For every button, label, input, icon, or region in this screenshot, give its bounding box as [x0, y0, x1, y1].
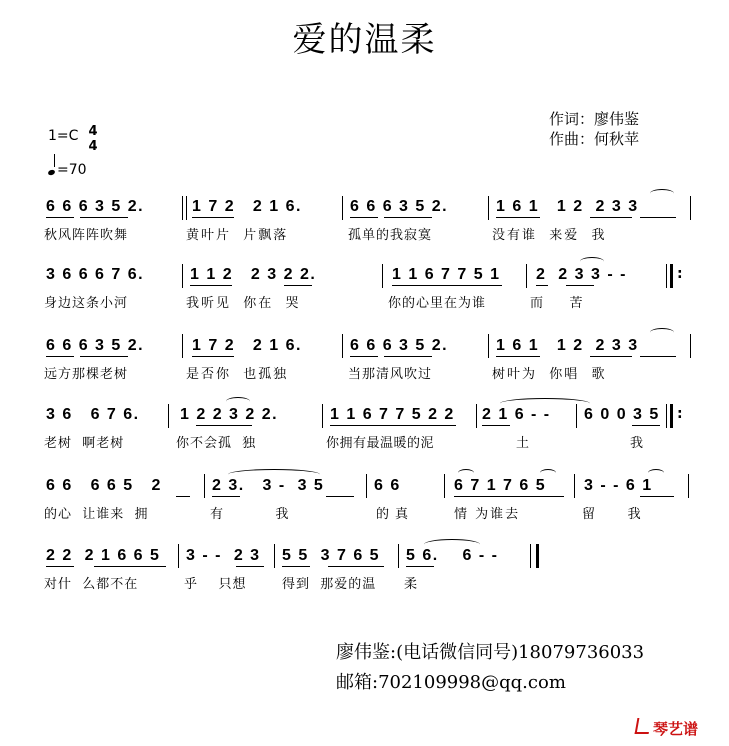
- notes-line6-bar1: 2 2 2 1 6 6 5: [46, 547, 161, 564]
- tie-arc: [226, 397, 250, 406]
- repeat-barline: [670, 264, 673, 288]
- tie-arc: [458, 469, 474, 477]
- underline: [330, 425, 456, 426]
- lyricist-credit: 作词：廖伟鉴: [549, 110, 640, 128]
- barline: [574, 474, 575, 498]
- underline: [590, 217, 632, 218]
- barline: [182, 196, 183, 220]
- underline: [350, 217, 378, 218]
- tempo-value: =70: [57, 162, 87, 178]
- underline: [282, 566, 310, 567]
- underline: [46, 217, 74, 218]
- tie-arc: [648, 469, 664, 477]
- song-title: 爱的温柔: [292, 20, 437, 60]
- notes-line1-bar2: 1 7 2 2 1 6.: [192, 198, 302, 215]
- notes-line5-bar2: 2 3. 3 - 3 5: [212, 477, 325, 494]
- underline: [80, 217, 128, 218]
- lyrics-line4-bar5: 我: [630, 436, 644, 451]
- logo-text: 琴艺谱: [653, 720, 699, 738]
- lyrics-line2-bar4: 而 苦: [530, 296, 585, 311]
- notes-line5-bar4: 6 7 1 7 6 5: [454, 477, 547, 494]
- logo-icon: [635, 718, 652, 734]
- underline: [284, 285, 312, 286]
- notes-line4-bar2: 1 2 2 3 2 2.: [180, 406, 279, 423]
- tie-arc: [650, 328, 674, 337]
- notes-line5-bar3: 6 6: [374, 477, 401, 494]
- underline: [406, 566, 434, 567]
- notes-line3-bar3: 6 6 6 3 5 2.: [350, 337, 449, 354]
- composer-credit: 作曲：何秋苹: [549, 130, 640, 148]
- underline: [94, 566, 166, 567]
- underline: [46, 566, 74, 567]
- underline: [384, 356, 432, 357]
- lyrics-line6-bar1: 对什 么都不在: [44, 577, 139, 592]
- barline: [488, 196, 489, 220]
- site-logo: [636, 718, 698, 739]
- notes-line3-bar4: 1 6 1 1 2 2 3 3: [496, 337, 639, 354]
- underline: [496, 217, 540, 218]
- barline: [366, 474, 367, 498]
- underline: [590, 356, 632, 357]
- lyrics-line1-bar2: 黄叶片 片飘落: [186, 228, 289, 243]
- notes-line4-bar3: 1 1 6 7 7 5 2 2: [330, 406, 455, 423]
- underline: [384, 217, 432, 218]
- barline: [382, 264, 383, 288]
- lyrics-line4-bar2: 你不会孤 独: [176, 436, 257, 451]
- underline: [640, 356, 676, 357]
- barline: [186, 196, 187, 220]
- notes-line6-bar2: 3 - - 2 3: [186, 547, 261, 564]
- quarter-note-icon: [48, 162, 57, 178]
- time-signature-bottom: 4: [88, 139, 98, 154]
- lyrics-line5-bar1: 的心 让谁来 拥: [44, 507, 149, 522]
- underline: [536, 285, 548, 286]
- barline: [398, 544, 399, 568]
- notes-line6-bar3: 5 5 3 7 6 5: [282, 547, 381, 564]
- underline: [212, 496, 240, 497]
- lyrics-line6-bar2: 乎 只想: [184, 577, 247, 592]
- barline: [204, 474, 205, 498]
- notes-line4-bar5: 6 0 0 3 5: [584, 406, 660, 423]
- lyrics-line2-bar3: 你的心里在为谁: [388, 296, 487, 311]
- tie-arc: [424, 539, 480, 550]
- tie-arc: [540, 469, 556, 477]
- notes-line3-bar1: 6 6 6 3 5 2.: [46, 337, 145, 354]
- repeat-barline: [670, 404, 673, 428]
- tie-arc: [650, 189, 674, 198]
- notes-line5-bar5: 3 - - 6 1: [584, 477, 653, 494]
- underline: [236, 566, 264, 567]
- time-signature-top: 4: [88, 124, 98, 139]
- underline: [46, 356, 74, 357]
- barline: [530, 544, 531, 568]
- lyrics-line3-bar1: 远方那棵老树: [44, 367, 129, 382]
- barline: [274, 544, 275, 568]
- notes-line4-bar4: 2 1 6 - -: [482, 406, 551, 423]
- underline: [80, 356, 128, 357]
- barline: [322, 404, 323, 428]
- contact-email: 邮箱:702109998@qq.com: [336, 672, 566, 693]
- notes-line1-bar4: 1 6 1 1 2 2 3 3: [496, 198, 639, 215]
- tempo-marking: [48, 162, 87, 178]
- underline: [496, 356, 540, 357]
- underline: [176, 496, 190, 497]
- underline: [640, 496, 674, 497]
- notes-line2-bar4: 2 2 3 3 - -: [536, 266, 627, 283]
- barline: [168, 404, 169, 428]
- barline: [182, 334, 183, 358]
- underline: [192, 356, 234, 357]
- underline: [350, 356, 378, 357]
- lyrics-line1-bar1: 秋风阵阵吹舞: [44, 228, 129, 243]
- lyrics-line3-bar2: 是否你 也孤独: [186, 367, 289, 382]
- lyrics-line3-bar4: 树叶为 你唱 歌: [492, 367, 607, 382]
- lyrics-line4-bar1: 老树 啊老树: [44, 436, 125, 451]
- notes-line2-bar1: 3 6 6 6 7 6.: [46, 266, 145, 283]
- underline: [454, 496, 564, 497]
- underline: [190, 285, 232, 286]
- barline: [666, 404, 667, 428]
- key-signature: 1=C: [48, 128, 79, 144]
- underline: [328, 566, 384, 567]
- barline: [182, 264, 183, 288]
- contact-phone: 廖伟鉴:(电话微信同号)18079736033: [336, 642, 645, 663]
- underline: [640, 217, 676, 218]
- underline: [196, 425, 252, 426]
- tie-arc: [500, 398, 590, 409]
- barline: [690, 334, 691, 358]
- lyrics-line2-bar1: 身边这条小河: [44, 296, 129, 311]
- lyrics-line1-bar4: 没有谁 来爱 我: [492, 228, 607, 243]
- notes-line3-bar2: 1 7 2 2 1 6.: [192, 337, 302, 354]
- lyrics-line6-bar4: 柔: [404, 577, 418, 592]
- notes-line4-bar1: 3 6 6 7 6.: [46, 406, 140, 423]
- lyrics-line5-bar5: 留 我: [582, 507, 643, 522]
- barline: [178, 544, 179, 568]
- lyrics-line4-bar4: 土: [516, 436, 530, 451]
- barline: [688, 474, 689, 498]
- barline: [526, 264, 527, 288]
- barline: [690, 196, 691, 220]
- underline: [566, 285, 594, 286]
- lyrics-line5-bar3: 的真: [376, 507, 415, 522]
- tie-arc: [228, 469, 320, 480]
- lyrics-line3-bar3: 当那清风吹过: [348, 367, 433, 382]
- notes-line2-bar3: 1 1 6 7 7 5 1: [392, 266, 501, 283]
- repeat-dots-icon: :: [677, 266, 683, 282]
- underline: [192, 217, 234, 218]
- underline: [392, 285, 502, 286]
- repeat-dots-icon: :: [677, 406, 683, 422]
- lyrics-line1-bar3: 孤单的我寂寞: [348, 228, 433, 243]
- lyrics-line2-bar2: 我听见 你在 哭: [186, 296, 301, 311]
- underline: [482, 425, 510, 426]
- notes-line6-bar4: 5 6. 6 - -: [406, 547, 499, 564]
- notes-line1-bar3: 6 6 6 3 5 2.: [350, 198, 449, 215]
- barline: [342, 334, 343, 358]
- time-signature: [88, 124, 98, 154]
- underline: [326, 496, 354, 497]
- barline: [444, 474, 445, 498]
- lyrics-line6-bar3: 得到 那爱的温: [282, 577, 377, 592]
- final-barline: [536, 544, 539, 568]
- barline: [488, 334, 489, 358]
- barline: [666, 264, 667, 288]
- lyrics-line5-bar2: 有 我: [210, 507, 290, 522]
- lyrics-line5-bar4: 情 为谁去: [454, 507, 521, 522]
- barline: [476, 404, 477, 428]
- notes-line1-bar1: 6 6 6 3 5 2.: [46, 198, 145, 215]
- notes-line5-bar1: 6 6 6 6 5 2: [46, 477, 162, 494]
- lyrics-line4-bar3: 你拥有最温暖的泥: [326, 436, 435, 451]
- underline: [632, 425, 660, 426]
- tie-arc: [580, 257, 604, 266]
- notes-line2-bar2: 1 1 2 2 3 2 2.: [190, 266, 317, 283]
- barline: [342, 196, 343, 220]
